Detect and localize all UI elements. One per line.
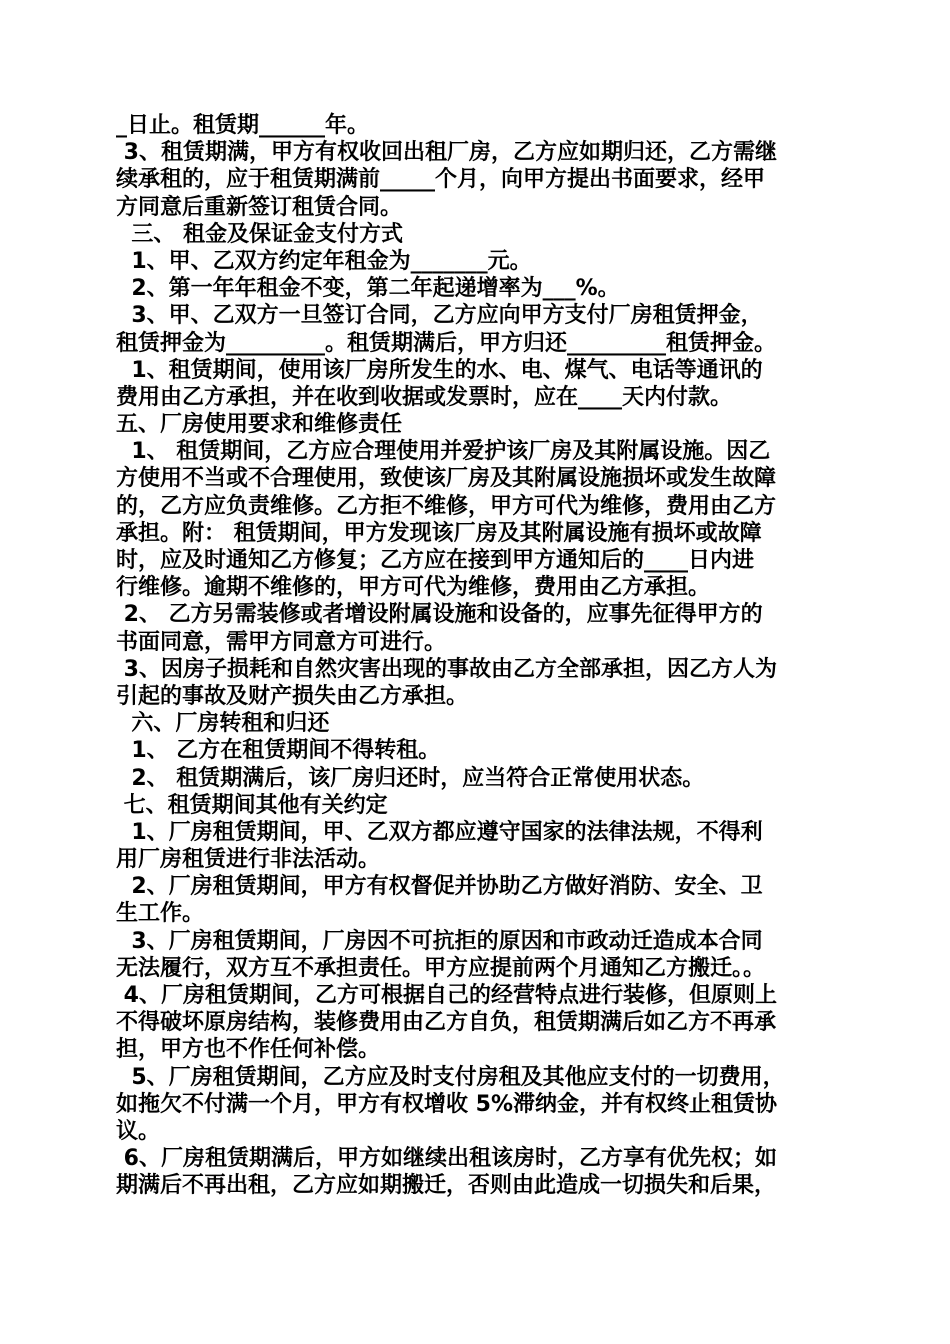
text-line: 承担。附： 租赁期间，甲方发现该厂房及其附属设施有损坏或故障: [116, 520, 762, 546]
text-line: 如拖欠不付满一个月，甲方有权增收 5%滞纳金，并有权终止租赁协: [116, 1091, 778, 1117]
text-line: 方使用不当或不合理使用，致使该厂房及其附属设施损坏或发生故障: [116, 466, 777, 492]
document-page: [116, 112, 842, 1200]
text-line: 担，甲方也不作任何补偿。: [116, 1037, 381, 1063]
text-line: 1、甲、乙双方约定年租金为_______元。: [116, 248, 532, 274]
text-line: 3、因房子损耗和自然灾害出现的事故由乙方全部承担，因乙方人为: [116, 656, 777, 682]
text-line: 6、厂房租赁期满后，甲方如继续出租该房时，乙方享有优先权；如: [116, 1146, 777, 1172]
text-line: 1、租赁期间，使用该厂房所发生的水、电、煤气、电话等通讯的: [116, 357, 763, 383]
text-line: 生工作。: [116, 901, 205, 927]
section-heading: 三、 租金及保证金支付方式: [116, 221, 403, 247]
text-line: 2、 租赁期满后，该厂房归还时，应当符合正常使用状态。: [116, 765, 705, 791]
text-line: _日止。租赁期______年。: [116, 113, 370, 138]
text-line: 引起的事故及财产损失由乙方承担。: [116, 683, 469, 709]
text-line: 不得破坏原房结构，装修费用由乙方自负，租赁期满后如乙方不再承: [116, 1010, 777, 1036]
text-line: 4、厂房租赁期间，乙方可根据自己的经营特点进行装修，但原则上: [116, 983, 777, 1008]
text-line: 3、甲、乙双方一旦签订合同，乙方应向甲方支付厂房租赁押金，: [116, 303, 763, 329]
text-line: 行维修。逾期不维修的，甲方可代为维修，费用由乙方承担。: [116, 575, 711, 601]
section-heading: 六、厂房转租和归还: [116, 711, 330, 737]
text-line: 期满后不再出租，乙方应如期搬迁，否则由此造成一切损失和后果，: [116, 1173, 777, 1199]
text-line: 无法履行，双方互不承担责任。甲方应提前两个月通知乙方搬迁。。: [116, 955, 766, 981]
text-line: 2、第一年年租金不变，第二年起递增率为___%。: [116, 276, 620, 302]
section-heading: 五、厂房使用要求和维修责任: [116, 412, 403, 438]
text-line: 方同意后重新签订租赁合同。: [116, 194, 403, 220]
text-line: 1、厂房租赁期间，甲、乙双方都应遵守国家的法律法规，不得利: [116, 819, 763, 845]
text-line: 的，乙方应负责维修。乙方拒不维修，甲方可代为维修，费用由乙方: [116, 493, 777, 519]
text-line: 续承租的，应于租赁期满前_____个月，向甲方提出书面要求，经甲: [116, 167, 766, 193]
text-line: 书面同意，需甲方同意方可进行。: [116, 629, 447, 655]
section-heading: 七、租赁期间其他有关约定: [116, 792, 388, 818]
text-line: 用厂房租赁进行非法活动。: [116, 847, 381, 873]
text-line: 5、厂房租赁期间，乙方应及时支付房租及其他应支付的一切费用，: [116, 1064, 785, 1090]
text-line: 议。: [116, 1118, 161, 1144]
text-line: 3、租赁期满，甲方有权收回出租厂房，乙方应如期归还，乙方需继: [116, 140, 777, 166]
text-line: 2、 乙方另需装修或者增设附属设施和设备的，应事先征得甲方的: [116, 602, 763, 628]
text-line: 1、 乙方在租赁期间不得转租。: [116, 738, 441, 764]
text-line: 时，应及时通知乙方修复；乙方应在接到甲方通知后的____日内进: [116, 548, 755, 573]
text-line: 1、 租赁期间，乙方应合理使用并爱护该厂房及其附属设施。因乙: [116, 439, 771, 465]
text-line: 租赁押金为_________。租赁期满后，甲方归还_________租赁押金。: [116, 330, 777, 356]
text-line: 3、厂房租赁期间，厂房因不可抗拒的原因和市政动迁造成本合同: [116, 928, 763, 954]
text-line: 费用由乙方承担，并在收到收据或发票时，应在____天内付款。: [116, 384, 733, 410]
text-line: 2、厂房租赁期间，甲方有权督促并协助乙方做好消防、安全、卫: [116, 874, 763, 900]
